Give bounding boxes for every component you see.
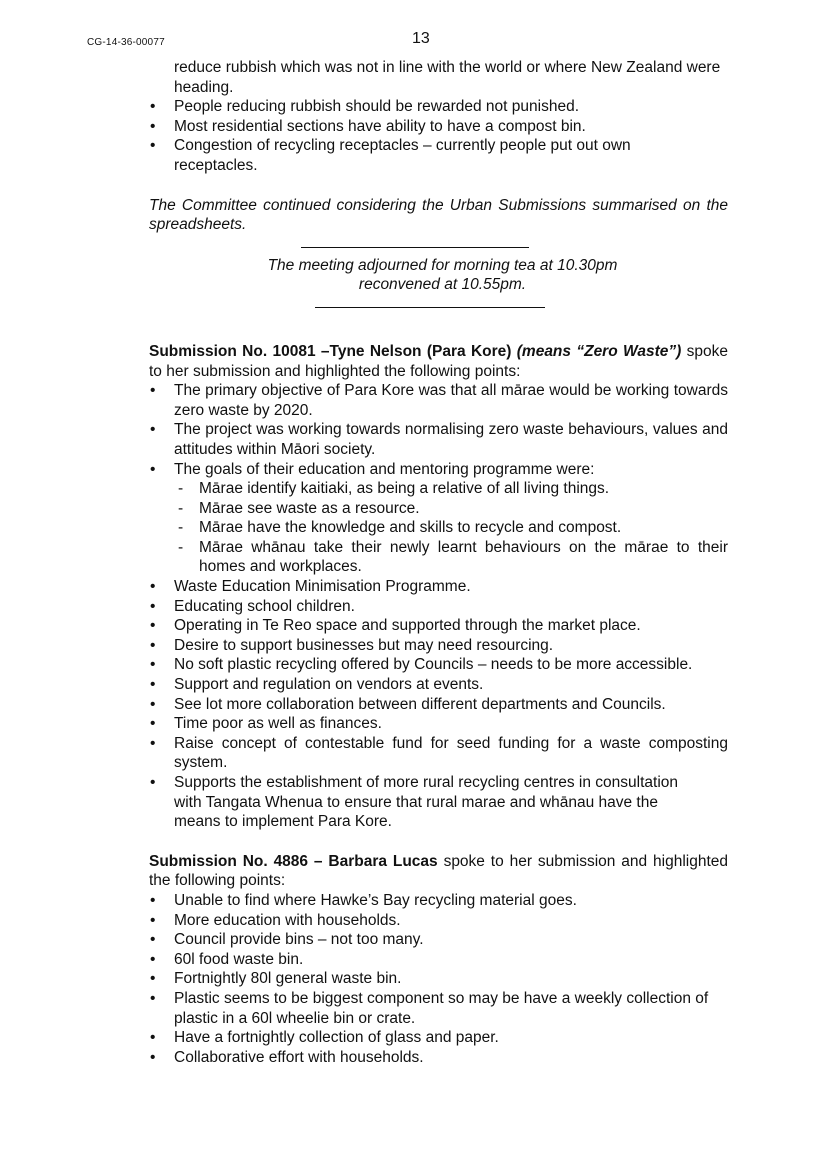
list-item: • See lot more collaboration between different departments and Councils. (149, 695, 728, 715)
list-item: • The primary objective of Para Kore was that all mārae would be working towards zero waste by 2020. (149, 381, 728, 420)
submission-10081-points (149, 381, 728, 832)
list-item: • Unable to find where Hawke’s Bay recycling material goes. (149, 891, 728, 911)
list-item: • Supports the establishment of more rural recycling centres in consultation with Tangata Whenua to ensure that rural marae and whānau have the means to implement Para Kore. (149, 773, 728, 832)
list-item: • Congestion of recycling receptacles – currently people put out own receptacles. (149, 136, 728, 175)
goals-sub-list (174, 479, 728, 577)
list-item: • Raise concept of contestable fund for seed funding for a waste composting system. (149, 734, 728, 773)
page-number: 13 (412, 30, 430, 47)
list-item: • Fortnightly 80l general waste bin. (149, 969, 728, 989)
list-item: • Support and regulation on vendors at events. (149, 675, 728, 695)
page-content (149, 58, 728, 1067)
submission-title: Submission No. 4886 – Barbara Lucas (149, 852, 438, 870)
adjournment-line-2: reconvened at 10.55pm. (358, 276, 527, 294)
sub-list-item: - Mārae have the knowledge and skills to recycle and compost. (174, 518, 728, 538)
document-id: CG-14-36-00077 (87, 37, 165, 48)
submission-title: Submission No. 10081 –Tyne Nelson (Para Kore) (149, 342, 512, 360)
continued-bullet-text: reduce rubbish which was not in line with the world or where New Zealand were heading. (174, 59, 721, 96)
committee-note: The Committee continued considering the Urban Submissions summarised on the spreadsheets. (149, 196, 728, 234)
adjournment-line-1: The meeting adjourned for morning tea at 10.30pm (267, 256, 618, 274)
sub-list-item: - Mārae see waste as a resource. (174, 499, 728, 519)
list-item-text: The goals of their education and mentoring programme were: (174, 460, 595, 478)
list-item: • Collaborative effort with households. (149, 1048, 728, 1068)
submission-intro: spoke to her submission and highlighted the following points: (149, 852, 728, 890)
submission-4886-heading (149, 852, 728, 891)
submission-title-meaning: (means “Zero Waste”) (516, 342, 682, 360)
submission-4886-points (149, 891, 728, 1067)
list-item: • Council provide bins – not too many. (149, 930, 728, 950)
list-item: • Educating school children. (149, 597, 728, 617)
list-item: • Plastic seems to be biggest component so may be have a weekly collection of plastic in a 60l wheelie bin or crate. (149, 989, 728, 1028)
list-item: • Waste Education Minimisation Programme. (149, 577, 728, 597)
list-item: • People reducing rubbish should be rewarded not punished. (149, 97, 728, 117)
list-item: • The project was working towards normalising zero waste behaviours, values and attitudes within Māori society. (149, 420, 728, 459)
list-item: • 60l food waste bin. (149, 950, 728, 970)
list-item: • No soft plastic recycling offered by Councils – needs to be more accessible. (149, 655, 728, 675)
list-item: • Desire to support businesses but may need resourcing. (149, 636, 728, 656)
submission-intro: spoke to her submission and highlighted the following points: (149, 342, 728, 380)
list-item: • Operating in Te Reo space and supported through the market place. (149, 616, 728, 636)
list-item (149, 460, 728, 578)
list-item: • Have a fortnightly collection of glass and paper. (149, 1028, 728, 1048)
sub-list-item: - Mārae identify kaitiaki, as being a relative of all living things. (174, 479, 728, 499)
sub-list-item: - Mārae whānau take their newly learnt behaviours on the mārae to their homes and workplaces. (174, 538, 728, 577)
list-item: • Time poor as well as finances. (149, 714, 728, 734)
list-item: • Most residential sections have ability to have a compost bin. (149, 117, 728, 137)
continuation-bullet-list (149, 97, 728, 175)
list-item: • More education with households. (149, 911, 728, 931)
submission-10081-heading (149, 342, 728, 381)
